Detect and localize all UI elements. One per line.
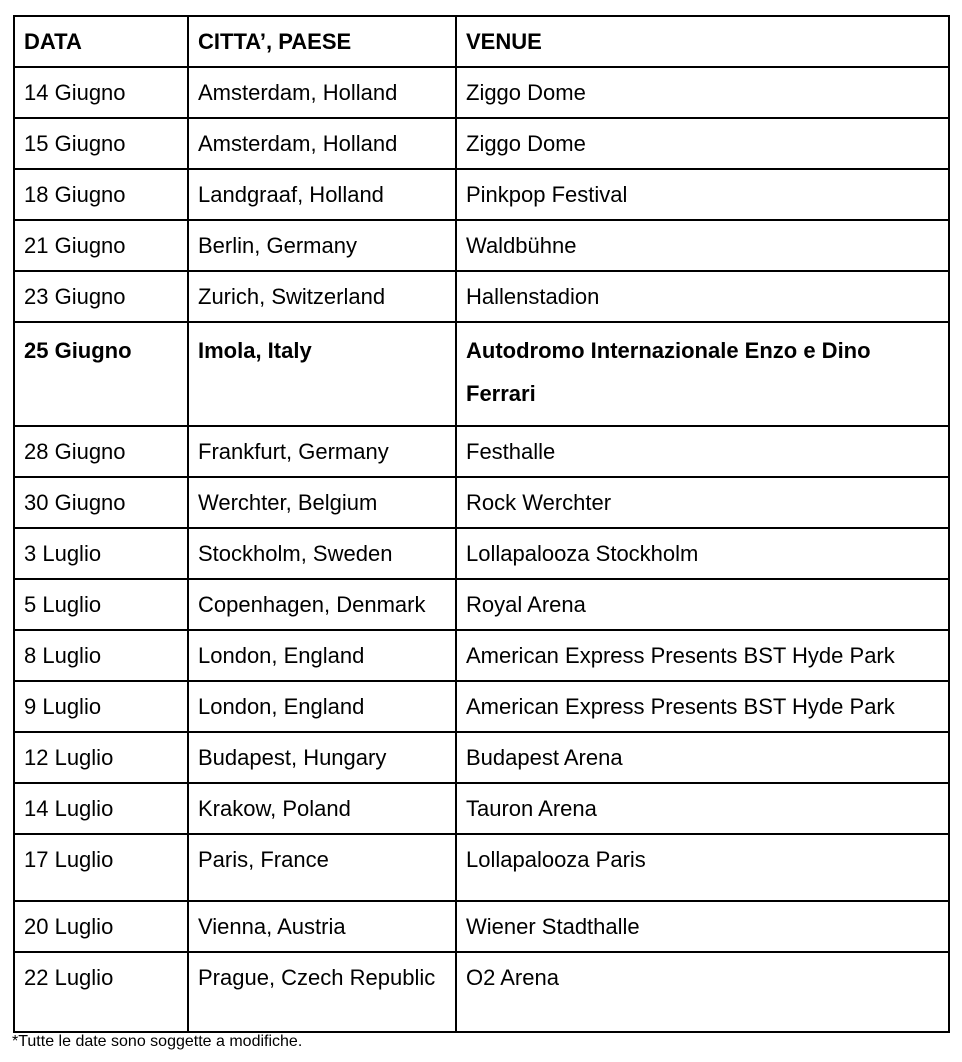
venue-cell: Tauron Arena: [456, 783, 949, 834]
venue-cell: Wiener Stadthalle: [456, 901, 949, 952]
tour-dates-table: [13, 15, 950, 1033]
header-city-country: CITTA’, PAESE: [188, 16, 456, 67]
date-cell: 23 Giugno: [14, 271, 188, 322]
city-cell: Paris, France: [188, 834, 456, 901]
city-cell: Werchter, Belgium: [188, 477, 456, 528]
date-cell: 14 Luglio: [14, 783, 188, 834]
date-cell: 14 Giugno: [14, 67, 188, 118]
city-cell: Budapest, Hungary: [188, 732, 456, 783]
table-row: [14, 732, 949, 783]
date-cell: 9 Luglio: [14, 681, 188, 732]
venue-cell: O2 Arena: [456, 952, 949, 1032]
table-row: [14, 220, 949, 271]
table-row: [14, 834, 949, 901]
city-cell: Imola, Italy: [188, 322, 456, 426]
city-cell: London, England: [188, 630, 456, 681]
city-cell: Stockholm, Sweden: [188, 528, 456, 579]
date-cell: 21 Giugno: [14, 220, 188, 271]
table-row-highlighted: [14, 322, 949, 426]
footnote: *Tutte le date sono soggette a modifiche.: [12, 1033, 303, 1050]
venue-cell: Lollapalooza Stockholm: [456, 528, 949, 579]
table-row: [14, 783, 949, 834]
date-cell: 25 Giugno: [14, 322, 188, 426]
table-row: [14, 901, 949, 952]
venue-cell: Lollapalooza Paris: [456, 834, 949, 901]
table-row: [14, 477, 949, 528]
date-cell: 18 Giugno: [14, 169, 188, 220]
date-cell: 22 Luglio: [14, 952, 188, 1032]
header-date: DATA: [14, 16, 188, 67]
table-row: [14, 426, 949, 477]
date-cell: 15 Giugno: [14, 118, 188, 169]
table-row: [14, 630, 949, 681]
city-cell: Amsterdam, Holland: [188, 118, 456, 169]
venue-cell: Ziggo Dome: [456, 67, 949, 118]
city-cell: Krakow, Poland: [188, 783, 456, 834]
date-cell: 17 Luglio: [14, 834, 188, 901]
venue-cell: American Express Presents BST Hyde Park: [456, 630, 949, 681]
city-cell: Zurich, Switzerland: [188, 271, 456, 322]
city-cell: Prague, Czech Republic: [188, 952, 456, 1032]
venue-cell: American Express Presents BST Hyde Park: [456, 681, 949, 732]
table-row: [14, 528, 949, 579]
city-cell: Vienna, Austria: [188, 901, 456, 952]
city-cell: Landgraaf, Holland: [188, 169, 456, 220]
date-cell: 28 Giugno: [14, 426, 188, 477]
venue-cell: Pinkpop Festival: [456, 169, 949, 220]
date-cell: 20 Luglio: [14, 901, 188, 952]
venue-cell: Royal Arena: [456, 579, 949, 630]
venue-cell: Budapest Arena: [456, 732, 949, 783]
date-cell: 5 Luglio: [14, 579, 188, 630]
date-cell: 8 Luglio: [14, 630, 188, 681]
city-cell: Amsterdam, Holland: [188, 67, 456, 118]
table-header-row: [14, 16, 949, 67]
venue-cell: Autodromo Internazionale Enzo e Dino Ferrari: [456, 322, 949, 426]
city-cell: Berlin, Germany: [188, 220, 456, 271]
date-cell: 12 Luglio: [14, 732, 188, 783]
table-row: [14, 118, 949, 169]
venue-cell: Ziggo Dome: [456, 118, 949, 169]
venue-cell: Waldbühne: [456, 220, 949, 271]
table-row: [14, 681, 949, 732]
table-row: [14, 169, 949, 220]
venue-cell: Hallenstadion: [456, 271, 949, 322]
city-cell: Frankfurt, Germany: [188, 426, 456, 477]
table-row: [14, 579, 949, 630]
table-row: [14, 271, 949, 322]
table-row: [14, 67, 949, 118]
city-cell: London, England: [188, 681, 456, 732]
date-cell: 30 Giugno: [14, 477, 188, 528]
table-row: [14, 952, 949, 1032]
city-cell: Copenhagen, Denmark: [188, 579, 456, 630]
date-cell: 3 Luglio: [14, 528, 188, 579]
header-venue: VENUE: [456, 16, 949, 67]
venue-cell: Festhalle: [456, 426, 949, 477]
venue-cell: Rock Werchter: [456, 477, 949, 528]
